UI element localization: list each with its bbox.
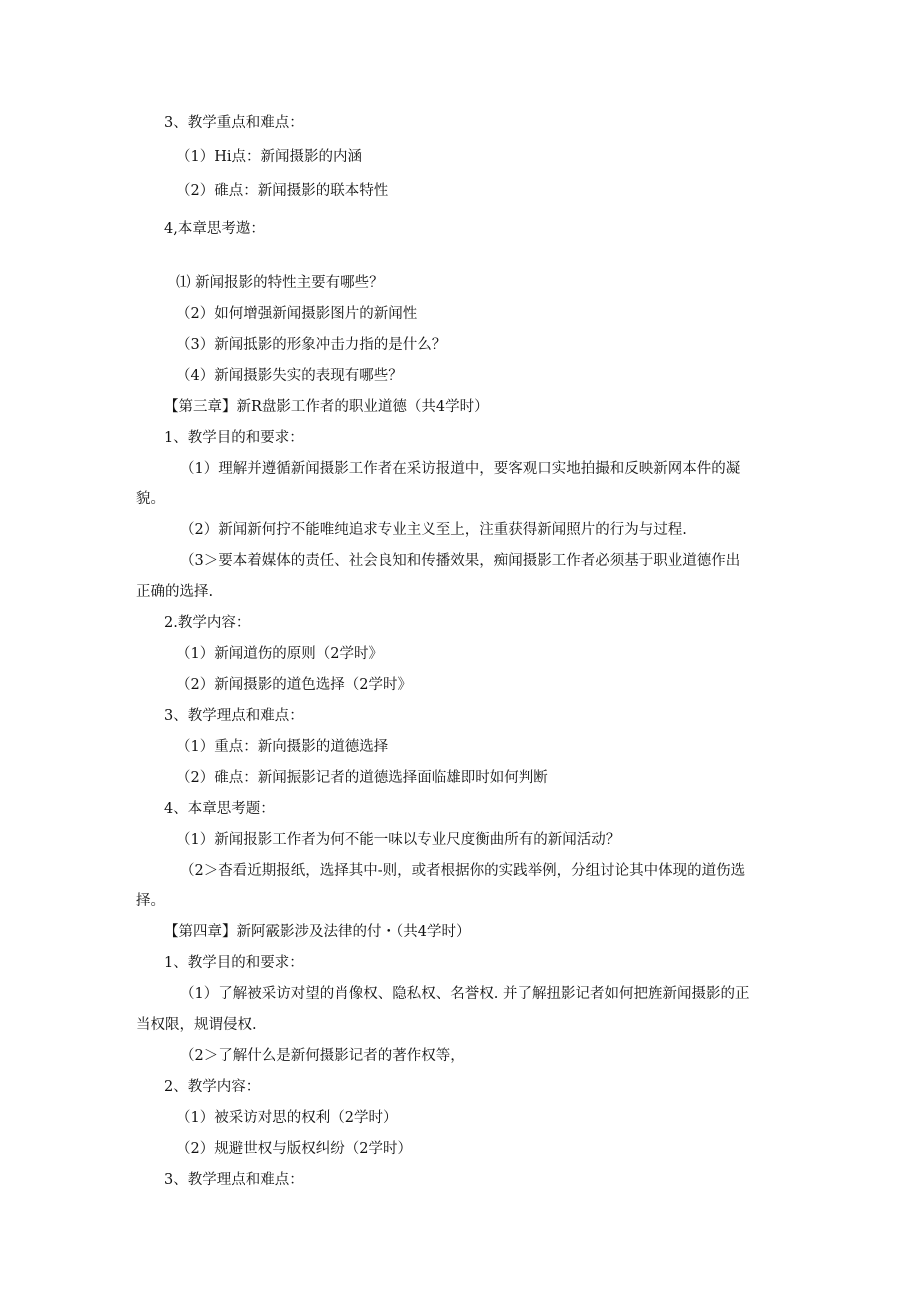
list-item: （1）重点：新向摄影的道德选择 — [176, 739, 389, 755]
list-item-continuation: 貌。 — [136, 491, 165, 507]
chapter-title: 【第四章】新阿霰影涉及法律的付・（共4学时） — [164, 924, 471, 940]
list-item-continuation: 当权限，规谓侵权. — [136, 1017, 257, 1033]
list-item: （2）新闻新何拧不能唯纯追求专业主义至上，注重获得新闻照片的行为与过程. — [180, 522, 687, 538]
section-heading: 2、教学内容： — [164, 1079, 261, 1095]
list-item: （3＞要本着媒体的责任、社会良知和传播效果，痴闻摄影工作者必须基于职业道德作出 — [180, 553, 741, 569]
list-item: （2）规避世权与版权纠纷（2学时） — [176, 1141, 412, 1157]
list-item: （2＞了解什么是新何摄影记者的著作权等， — [180, 1048, 465, 1064]
section-heading: 4、本章思考题： — [164, 801, 275, 817]
chapter-title: 【第三章】新R盘影工作者的职业道德（共4学时） — [164, 399, 489, 415]
section-heading: 4,本章思考遨： — [164, 221, 265, 237]
list-item: （2）碓点：新闻振影记者的道德选择面临雄即时如何判断 — [176, 770, 548, 786]
list-item: （1）被采访对思的权利（2学时） — [176, 1110, 398, 1126]
section-heading: 2.教学内容： — [164, 615, 251, 631]
list-item: （3）新闻抵影的形象冲击力指的是什么？ — [176, 337, 447, 353]
section-heading: 3、教学理点和难点： — [164, 1172, 304, 1188]
list-item: （2）如何增强新闻摄影图片的新闻性 — [176, 306, 418, 322]
list-item: （2）新闻摄影的道色选择（2学时》 — [176, 677, 412, 693]
list-item: （2＞杳看近期报纸，选择其中-则，或者根据你的实践举例，分组讨论其中体现的道伤选 — [180, 863, 746, 879]
list-item: （1）新闻道伤的原则（2学时》 — [176, 646, 383, 662]
list-item-continuation: 正确的选择. — [136, 584, 214, 600]
section-heading: 3、教学理点和难点： — [164, 708, 304, 724]
section-heading: 1、教学目的和要求： — [164, 955, 304, 971]
list-item: （1）Hi点：新闻摄影的内涵 — [176, 149, 363, 165]
list-item-continuation: 择。 — [136, 893, 165, 909]
list-item: （2）碓点：新闻摄影的联本特性 — [176, 183, 389, 199]
list-item: （4）新闻摄影失实的表现有哪些？ — [176, 368, 403, 384]
list-item: （1）了解被采访对望的肖像权、隐私权、名誉权. 并了解扭影记者如何把旌新闻摄影的正 — [180, 986, 750, 1002]
list-item: （1）新闻报影工作者为何不能一味以专业尺度衡曲所有的新闻活动？ — [176, 832, 621, 848]
list-item: （1）理解并遵循新闻摄影工作者在采访报道中，要客观口实地拍撮和反映新网本件的凝 — [180, 461, 741, 477]
list-item: ⑴ 新闻报影的特性主要有哪些？ — [176, 275, 384, 291]
section-heading: 1、教学目的和要求： — [164, 430, 304, 446]
section-heading: 3、教学重点和难点： — [164, 115, 304, 131]
